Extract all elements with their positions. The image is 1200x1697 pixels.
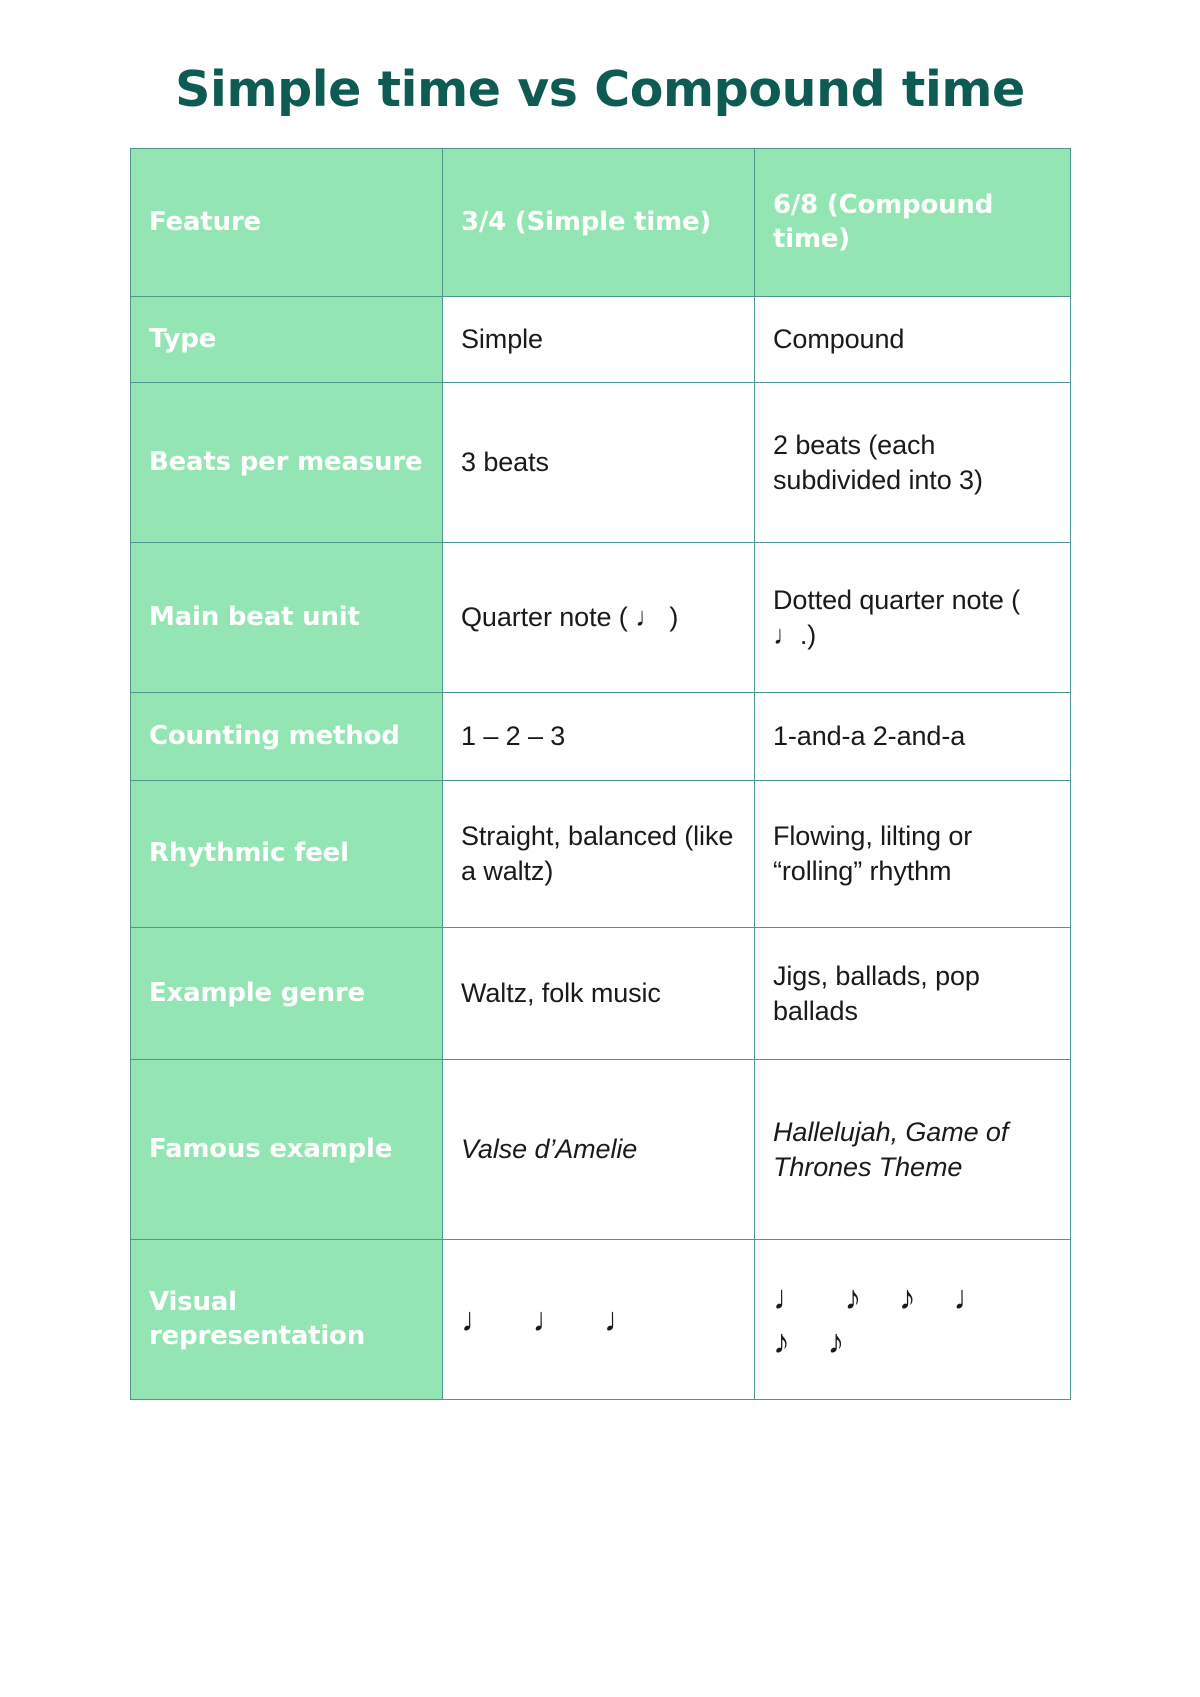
cell-beats-simple: 3 beats [443,383,755,543]
cell-feel-compound: Flowing, lilting or “rolling” rhythm [755,781,1071,928]
row-label-beats-per-measure: Beats per measure [131,383,443,543]
cell-counting-compound: 1-and-a 2-and-a [755,693,1071,781]
cell-feel-simple: Straight, balanced (like a waltz) [443,781,755,928]
header-row [131,149,1071,297]
cell-counting-simple: 1 – 2 – 3 [443,693,755,781]
comparison-table [130,148,1071,1400]
table-row [131,928,1071,1060]
row-label-example-genre: Example genre [131,928,443,1060]
cell-beat-unit-compound: Dotted quarter note ( ♩.) [755,543,1071,693]
row-label-main-beat-unit: Main beat unit [131,543,443,693]
cell-beats-compound: 2 beats (each subdivided into 3) [755,383,1071,543]
cell-famous-simple: Valse d’Amelie [443,1060,755,1240]
cell-famous-compound: Hallelujah, Game of Thrones Theme [755,1060,1071,1240]
page-title: Simple time vs Compound time [175,61,1025,118]
cell-type-compound: Compound [755,297,1071,383]
table-row [131,1240,1071,1400]
row-label-rhythmic-feel: Rhythmic feel [131,781,443,928]
comparison-table-container [130,148,1070,1400]
row-label-counting-method: Counting method [131,693,443,781]
table-row [131,383,1071,543]
row-label-visual-representation: Visual representation [131,1240,443,1400]
table-header [131,149,1071,297]
column-header-compound-time: 6/8 (Compound time) [755,149,1071,297]
table-row [131,297,1071,383]
column-header-feature: Feature [131,149,443,297]
column-header-simple-time: 3/4 (Simple time) [443,149,755,297]
row-label-famous-example: Famous example [131,1060,443,1240]
cell-genre-simple: Waltz, folk music [443,928,755,1060]
table-row [131,543,1071,693]
table-body [131,297,1071,1400]
cell-type-simple: Simple [443,297,755,383]
row-label-type: Type [131,297,443,383]
cell-genre-compound: Jigs, ballads, pop ballads [755,928,1071,1060]
table-row [131,693,1071,781]
cell-beat-unit-simple: Quarter note ( ♩ ) [443,543,755,693]
table-row [131,781,1071,928]
cell-visual-compound-notes-icon: ♩ ♪ ♪ ♩ ♪ ♪ [755,1240,1071,1400]
table-row [131,1060,1071,1240]
cell-visual-simple-quarter-notes-icon: ♩ ♩ ♩ [443,1240,755,1400]
